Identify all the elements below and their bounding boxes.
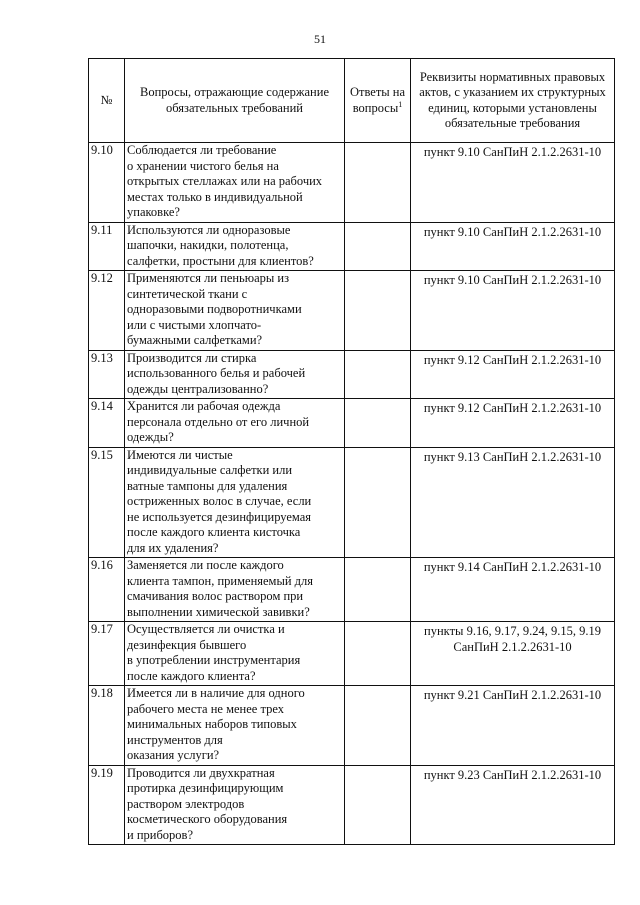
row-reference: пункты 9.16, 9.17, 9.24, 9.15, 9.19 СанПиН 2.1.2.2631-10 <box>411 622 615 686</box>
row-answer <box>345 622 411 686</box>
row-number: 9.15 <box>89 447 125 558</box>
row-number: 9.14 <box>89 399 125 448</box>
row-number: 9.19 <box>89 765 125 845</box>
row-reference: пункт 9.10 СанПиН 2.1.2.2631-10 <box>411 143 615 223</box>
row-number: 9.18 <box>89 686 125 766</box>
row-reference: пункт 9.14 СанПиН 2.1.2.2631-10 <box>411 558 615 622</box>
row-answer <box>345 686 411 766</box>
row-reference: пункт 9.10 СанПиН 2.1.2.2631-10 <box>411 222 615 271</box>
table-row <box>89 686 615 766</box>
page-number: 51 <box>314 32 326 46</box>
row-number: 9.10 <box>89 143 125 223</box>
row-question: Заменяется ли после каждого клиента тампон, применяемый для смачивания волос раствором при выполнении химической завивки? <box>125 558 345 622</box>
row-answer <box>345 558 411 622</box>
row-number: 9.12 <box>89 271 125 351</box>
table-row <box>89 622 615 686</box>
row-question: Применяются ли пеньюары из синтетической ткани с одноразовыми подворотничками или с чистыми хлопчато- бумажными салфетками? <box>125 271 345 351</box>
header-questions: Вопросы, отражающие содержание обязательных требований <box>125 59 345 143</box>
row-reference: пункт 9.13 СанПиН 2.1.2.2631-10 <box>411 447 615 558</box>
row-question: Осуществляется ли очистка и дезинфекция бывшего в употреблении инструментария после каждого клиента? <box>125 622 345 686</box>
row-answer <box>345 222 411 271</box>
header-answers <box>345 59 411 143</box>
row-answer <box>345 271 411 351</box>
row-answer <box>345 399 411 448</box>
table-row <box>89 143 615 223</box>
row-answer <box>345 447 411 558</box>
row-reference: пункт 9.23 СанПиН 2.1.2.2631-10 <box>411 765 615 845</box>
row-question: Производится ли стирка использованного белья и рабочей одежды централизованно? <box>125 350 345 399</box>
table-header-row <box>89 59 615 143</box>
table-row <box>89 765 615 845</box>
row-reference: пункт 9.12 СанПиН 2.1.2.2631-10 <box>411 399 615 448</box>
header-answers-label: Ответы на вопросы <box>349 85 406 115</box>
row-question: Имеются ли чистые индивидуальные салфетки или ватные тампоны для удаления остриженных волос в случае, если не используется дезинфицируемая после каждого клиента кисточка для их удаления? <box>125 447 345 558</box>
header-requisites: Реквизиты нормативных правовых актов, с указанием их структурных единиц, которыми установлены обязательные требования <box>411 59 615 143</box>
row-number: 9.11 <box>89 222 125 271</box>
row-answer <box>345 350 411 399</box>
table-row <box>89 447 615 558</box>
header-number: № <box>89 59 125 143</box>
row-answer <box>345 143 411 223</box>
table-row <box>89 222 615 271</box>
row-reference: пункт 9.12 СанПиН 2.1.2.2631-10 <box>411 350 615 399</box>
row-number: 9.16 <box>89 558 125 622</box>
row-question: Хранится ли рабочая одежда персонала отдельно от его личной одежды? <box>125 399 345 448</box>
requirements-table <box>88 58 615 845</box>
table-row <box>89 350 615 399</box>
header-answers-footnote: 1 <box>398 99 403 109</box>
row-reference: пункт 9.10 СанПиН 2.1.2.2631-10 <box>411 271 615 351</box>
row-number: 9.17 <box>89 622 125 686</box>
row-question: Используются ли одноразовые шапочки, накидки, полотенца, салфетки, простыни для клиентов? <box>125 222 345 271</box>
row-answer <box>345 765 411 845</box>
table-row <box>89 271 615 351</box>
row-reference: пункт 9.21 СанПиН 2.1.2.2631-10 <box>411 686 615 766</box>
row-question: Проводится ли двухкратная протирка дезинфицирующим раствором электродов косметического оборудования и приборов? <box>125 765 345 845</box>
table-body <box>89 143 615 845</box>
row-number: 9.13 <box>89 350 125 399</box>
table-row <box>89 399 615 448</box>
row-question: Соблюдается ли требование о хранении чистого белья на открытых стеллажах или на рабочих местах только в индивидуальной упаковке? <box>125 143 345 223</box>
table-row <box>89 558 615 622</box>
row-question: Имеется ли в наличие для одного рабочего места не менее трех минимальных наборов типовых инструментов для оказания услуги? <box>125 686 345 766</box>
